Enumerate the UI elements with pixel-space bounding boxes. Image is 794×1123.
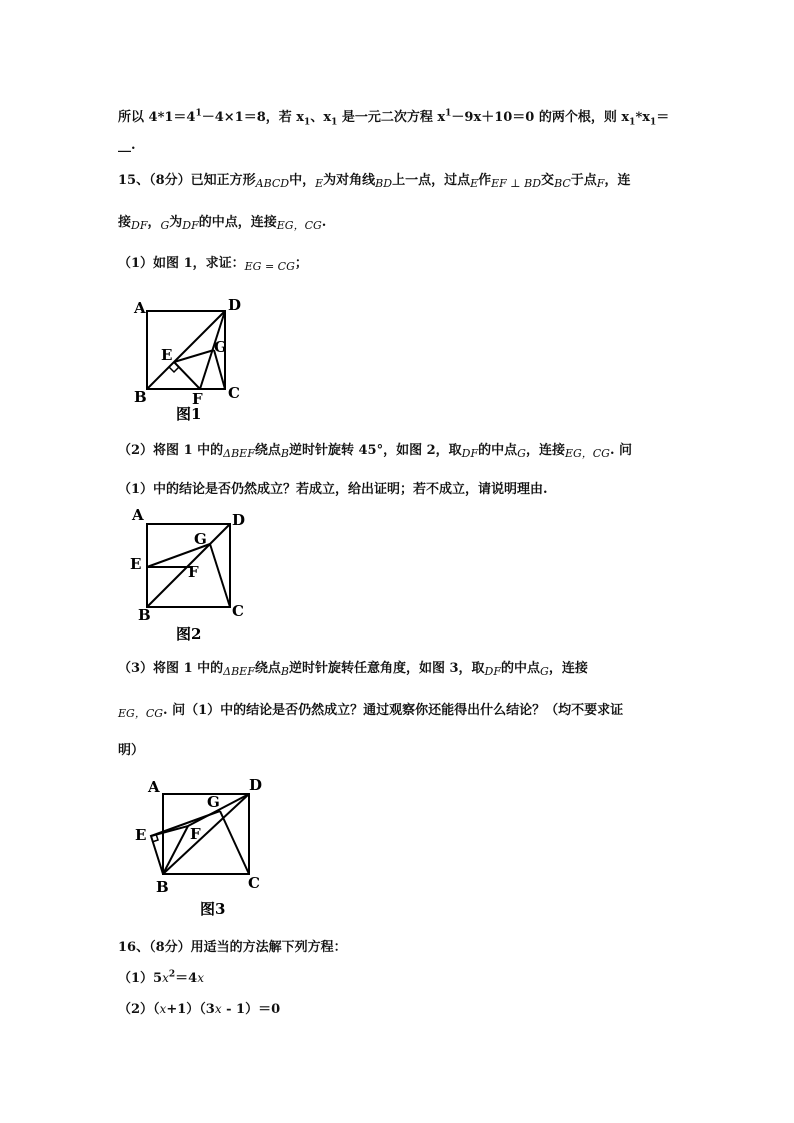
- text-q15-p2-bef: ΔBEF: [223, 447, 255, 460]
- text-figures-fig2-caption: 图2: [176, 625, 202, 643]
- text-prev-line2: __.: [118, 138, 136, 153]
- text-q15-l1-bc: BC: [554, 177, 571, 190]
- fig1-segment-ef: [174, 362, 200, 389]
- text-q15-l1-fpt: F: [596, 177, 605, 190]
- text-q15-l2-e: .: [321, 215, 327, 230]
- text-q15-l1-d: 上一点，过点: [392, 173, 471, 188]
- text-prev-line1-sub4: 1: [650, 117, 657, 128]
- fig3-diagonal-bd: [163, 794, 249, 874]
- text-prev-line1-c: 、x: [310, 110, 332, 125]
- text-q15-l1-b: 中，: [289, 173, 316, 188]
- text-figures-fig3-G: G: [207, 793, 220, 811]
- text-q15-l1-i: ，连: [604, 173, 631, 188]
- text-figures-fig3-E: E: [135, 826, 147, 844]
- text-q15-l1-efbd: EF ⊥ BD: [491, 177, 542, 190]
- text-figures-fig3-D: D: [249, 776, 263, 794]
- text-q15-l1-c: 为对角线: [323, 173, 376, 188]
- text-q15-p3-B: B: [280, 665, 289, 678]
- text-q15-l1-h: 于点: [570, 173, 597, 188]
- q15-part-2-cont: [118, 478, 548, 497]
- text-prev-line1-sup1: 1: [195, 108, 202, 119]
- text-q16-p2-x2: x: [214, 1002, 222, 1016]
- text-prev-line1-f: *x: [635, 110, 650, 125]
- q16-part-1: [118, 967, 204, 986]
- text-q15-p2-df: DF: [461, 447, 479, 460]
- text-q15-p3-line3: 明）: [118, 743, 145, 758]
- q15-part-3-cont: [118, 699, 623, 718]
- text-q15-p2-B: B: [280, 447, 289, 460]
- text-q16-p1-b: ＝4: [175, 971, 198, 986]
- text-q15-l2-c: 为: [169, 215, 183, 230]
- text-q15-p2-G: G: [517, 447, 526, 460]
- text-q15-p2-e: ，连接: [525, 443, 565, 458]
- text-q16-p2-c: - 1）＝0: [221, 1002, 281, 1017]
- text-figures-fig1-F: F: [192, 390, 203, 408]
- text-figures-fig1-G: G: [214, 338, 227, 356]
- text-figures-fig1-caption: 图1: [176, 405, 202, 422]
- text-figures-fig1-E: E: [161, 346, 173, 364]
- text-q15-l1-bd: BD: [375, 177, 393, 190]
- text-q15-p3-egcg: EG，CG: [118, 707, 164, 720]
- text-q16-p2-a: （2）（: [118, 1002, 160, 1017]
- q15-part-2: [118, 439, 632, 458]
- q16-title: [118, 936, 347, 955]
- text-prev-line1-sup2: 1: [445, 108, 452, 119]
- text-q16-p2-x: x: [159, 1002, 167, 1016]
- text-figures-fig3-caption: 图3: [200, 900, 226, 918]
- text-q15-p1-a: （1）如图 1，求证：: [118, 256, 245, 271]
- text-prev-line1-sub3: 1: [629, 117, 636, 128]
- text-figures-fig2-E: E: [130, 555, 142, 573]
- text-figures-fig3-B: B: [156, 878, 169, 896]
- text-figures-fig2-G: G: [194, 530, 207, 548]
- text-figures-fig1-B: B: [134, 388, 147, 406]
- q15-line-2: [118, 211, 326, 230]
- text-q16-p1-x: x: [162, 971, 169, 985]
- text-q15-p2-d: 的中点: [478, 443, 518, 458]
- q16-part-2: [118, 998, 280, 1017]
- text-q15-p3-d: 的中点: [501, 661, 541, 676]
- text-figures-fig1-C: C: [228, 384, 240, 402]
- text-q15-p1-b: ；: [294, 256, 308, 271]
- figure-2: [124, 504, 254, 646]
- text-figures-fig2-B: B: [138, 606, 151, 624]
- prev-question-line: [118, 106, 669, 128]
- text-figures-fig1-D: D: [228, 296, 242, 314]
- text-q15-l1-e2: E: [470, 177, 479, 190]
- text-figures-fig3-A: A: [148, 778, 160, 796]
- text-q15-p3-f: . 问（1）中的结论是否仍然成立？通过观察你还能得出什么结论？（均不要求证: [163, 703, 624, 718]
- figure-3: [130, 774, 270, 920]
- text-q15-p3-e: ，连接: [548, 661, 588, 676]
- text-q16-title: 16、（8分）用适当的方法解下列方程：: [118, 940, 347, 955]
- text-q15-p3-df: DF: [484, 665, 501, 678]
- q15-part-3-end: [118, 739, 144, 758]
- text-q15-p2-line2: （1）中的结论是否仍然成立？若成立，给出证明；若不成立，请说明理由.: [118, 482, 548, 497]
- figure-1: [128, 292, 258, 422]
- text-q16-p1-x2: x: [197, 971, 204, 985]
- text-q15-p3-a: （3）将图 1 中的: [118, 661, 224, 676]
- text-q15-p2-a: （2）将图 1 中的: [118, 443, 224, 458]
- text-q15-l2-b: ，: [147, 215, 161, 230]
- text-q15-p2-egcg: EG，CG: [564, 447, 610, 460]
- text-figures-fig2-C: C: [232, 602, 244, 620]
- text-prev-line1-g: ＝: [656, 110, 670, 125]
- text-q16-p1-sup: 2: [168, 969, 176, 980]
- text-prev-line1-b: －4×1＝8，若 x: [201, 110, 305, 125]
- text-q15-l1-e: E: [315, 177, 324, 190]
- text-q15-p3-b: 绕点: [254, 661, 281, 676]
- text-q15-p3-c: 逆时针旋转任意角度，如图 3，取: [288, 661, 485, 676]
- fig3-segment-cg: [220, 811, 249, 874]
- text-prev-line1-sub2: 1: [331, 117, 338, 128]
- text-q16-p1-a: （1）5: [118, 971, 163, 986]
- text-q15-l2-df2: DF: [182, 219, 199, 232]
- text-q15-p3-bef: ΔBEF: [223, 665, 255, 678]
- text-q15-l2-df: DF: [131, 219, 148, 232]
- text-q15-l1-a: 15、（8分）已知正方形: [118, 173, 256, 188]
- prev-question-blank: [118, 138, 136, 153]
- text-figures-fig2-A: A: [132, 506, 144, 524]
- text-q15-l1-g: 交: [541, 173, 555, 188]
- text-q15-l1-f: 作: [478, 173, 492, 188]
- text-figures-fig3-F: F: [190, 825, 201, 843]
- q15-part-3: [118, 657, 588, 676]
- text-prev-line1-d: 是一元二次方程 x: [337, 110, 446, 125]
- q15-line-1: [118, 169, 630, 188]
- text-figures-fig2-D: D: [232, 511, 246, 529]
- text-q15-l2-egcg: EG，CG: [276, 219, 322, 232]
- text-q15-p2-f: . 问: [609, 443, 633, 458]
- text-prev-line1-e: －9x＋10＝0 的两个根，则 x: [451, 110, 630, 125]
- text-figures-fig1-A: A: [134, 299, 146, 317]
- text-q15-p3-G: G: [540, 665, 549, 678]
- fig1-right-angle: [169, 367, 179, 372]
- fig2-segment-cg: [210, 544, 230, 607]
- text-q15-p1-eq: EG = CG: [244, 260, 295, 273]
- text-q16-p2-b: +1）（3: [166, 1002, 215, 1017]
- text-q15-l1-abcd: ABCD: [255, 177, 290, 190]
- text-q15-l2-g: G: [160, 219, 170, 232]
- text-q15-p2-b: 绕点: [254, 443, 281, 458]
- text-q15-p2-c: 逆时针旋转 45°，如图 2，取: [288, 443, 462, 458]
- text-q15-l2-a: 接: [118, 215, 132, 230]
- q15-part-1: [118, 252, 308, 271]
- text-figures-fig2-F: F: [188, 563, 199, 581]
- text-prev-line1-a: 所以 4*1＝4: [118, 110, 196, 125]
- text-figures-fig3-C: C: [248, 874, 260, 892]
- text-prev-line1-sub1: 1: [304, 117, 311, 128]
- text-q15-l2-d: 的中点，连接: [198, 215, 277, 230]
